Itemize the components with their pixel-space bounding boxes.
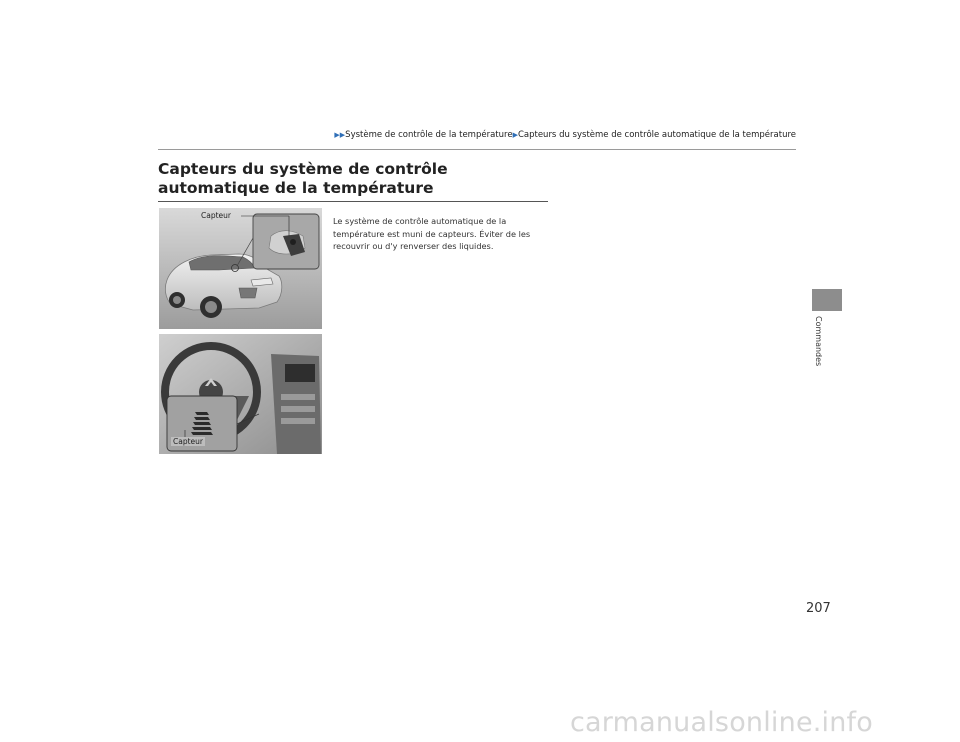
breadcrumb-item[interactable]: Système de contrôle de la température (345, 130, 513, 140)
breadcrumb-arrow-icon: ▶▶ (334, 131, 346, 139)
car-exterior-illustration (159, 208, 322, 329)
page-number: 207 (806, 601, 831, 616)
sensor-label: Capteur (201, 211, 231, 220)
side-tab-marker (812, 289, 842, 311)
breadcrumb (330, 130, 796, 140)
title-divider (158, 201, 548, 202)
body-paragraph: Le système de contrôle automatique de la température est muni de capteurs. Éviter de les recouvrir ou d'y renverser des liquides. (333, 216, 531, 252)
dashboard-illustration (159, 334, 322, 454)
sensor-label: Capteur (173, 437, 203, 446)
watermark: carmanualsonline.info (570, 707, 873, 738)
side-tab-label[interactable]: Commandes (814, 316, 823, 367)
header-divider (158, 149, 796, 150)
breadcrumb-arrow-icon: ▶ (512, 131, 518, 139)
car-exterior-figure (159, 208, 322, 329)
page-title: Capteurs du système de contrôle automatique de la température (158, 160, 448, 197)
breadcrumb-item[interactable]: Capteurs du système de contrôle automatique de la température (517, 130, 796, 140)
dashboard-figure (159, 334, 322, 454)
